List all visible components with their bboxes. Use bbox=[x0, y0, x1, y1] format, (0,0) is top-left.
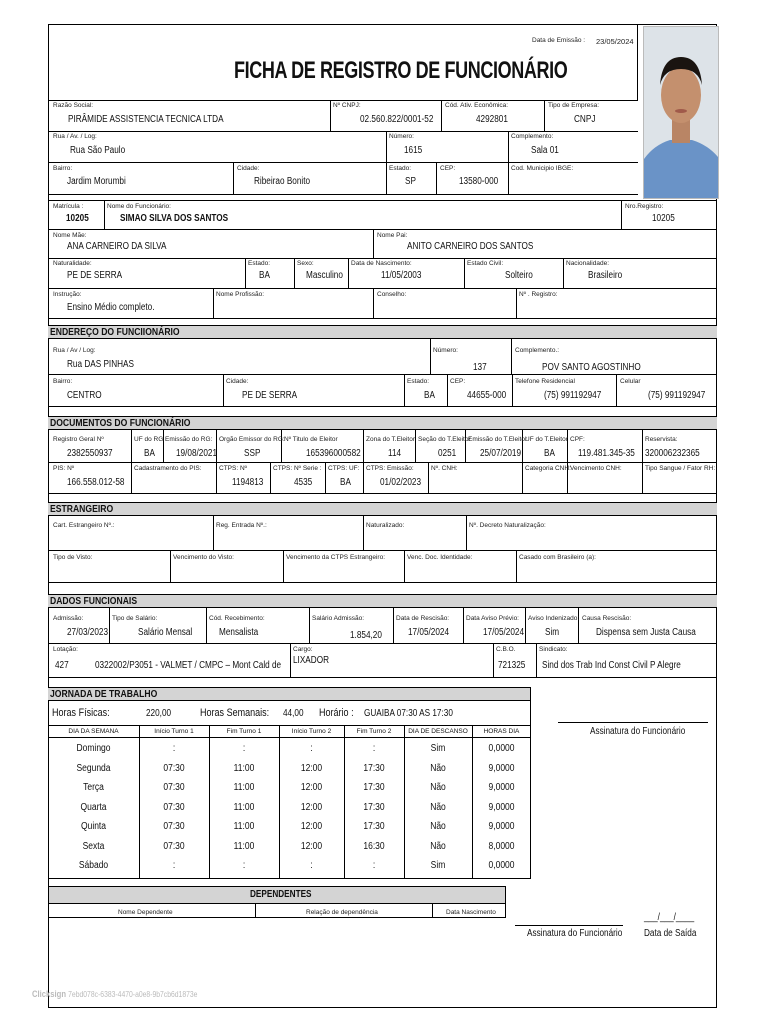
schedule-cell: Sim bbox=[430, 860, 446, 871]
addr-cidade-value: PE DE SERRA bbox=[242, 390, 298, 401]
clicksign-watermark bbox=[32, 989, 197, 999]
emp-estado-value: BA bbox=[259, 270, 270, 281]
emissao-te-label: Emissão do T.Eleitor bbox=[468, 436, 528, 443]
ctps-value: 1194813 bbox=[232, 477, 264, 488]
cad-pis-label: Cadastramento do PIS: bbox=[134, 465, 202, 472]
uf-rg-value: BA bbox=[144, 448, 155, 459]
matricula-label: Matrícula : bbox=[53, 203, 84, 210]
schedule-cell: 0,0000 bbox=[488, 860, 515, 871]
reservista-label: Reservista: bbox=[645, 436, 678, 443]
horario-value: GUAIBA 07:30 AS 17:30 bbox=[364, 708, 453, 719]
horario-label: Horário : bbox=[319, 707, 354, 719]
addr-bairro-label: Bairro: bbox=[53, 378, 73, 385]
company-estado-value: SP bbox=[405, 176, 416, 187]
company-cep-value: 13580-000 bbox=[459, 176, 499, 187]
uf-te-label: UF do T.Eleitor bbox=[525, 436, 568, 443]
company-compl-value: Sala 01 bbox=[531, 145, 559, 156]
company-rua-label: Rua / Av. / Log: bbox=[53, 133, 97, 140]
ctps-emissao-label: CTPS: Emissão: bbox=[366, 465, 414, 472]
reg-entrada-label: Reg. Entrada Nº.: bbox=[216, 522, 267, 529]
cnpj-label: Nº CNPJ: bbox=[333, 102, 361, 109]
naturalidade-value: PE DE SERRA bbox=[67, 270, 123, 281]
schedule-cell: 17:30 bbox=[363, 821, 385, 832]
company-numero-value: 1615 bbox=[404, 145, 423, 156]
dep-nome-col: Nome Dependente bbox=[118, 909, 173, 916]
admissao-value: 27/03/2023 bbox=[67, 627, 109, 638]
nascimento-label: Data de Nascimento: bbox=[351, 260, 412, 267]
secao-value: 0251 bbox=[438, 448, 457, 459]
schedule-cell: : bbox=[310, 743, 313, 754]
emissao-rg-label: Emissão do RG: bbox=[165, 436, 213, 443]
company-rua-value: Rua São Paulo bbox=[70, 145, 126, 156]
aviso-indenizado-value: Sim bbox=[545, 627, 560, 638]
causa-rescisao-value: Dispensa sem Justa Causa bbox=[596, 627, 696, 638]
cpf-label: CPF: bbox=[570, 436, 585, 443]
data-rescisao-label: Data de Rescisão: bbox=[396, 615, 450, 622]
schedule-cell: Não bbox=[430, 801, 446, 813]
addr-cep-value: 44655-000 bbox=[467, 390, 507, 401]
naturalidade-label: Naturalidade: bbox=[53, 260, 92, 267]
employee-photo bbox=[643, 26, 719, 199]
ctps-label: CTPS: Nº bbox=[219, 465, 248, 472]
schedule-col-header: Início Turno 2 bbox=[291, 728, 332, 735]
cat-cnh-label: Categoria CNH: bbox=[525, 465, 571, 472]
emissao-te-value: 25/07/2019 bbox=[480, 448, 522, 459]
razao-label: Razão Social: bbox=[53, 102, 94, 109]
schedule-cell: 11:00 bbox=[233, 801, 255, 813]
schedule-day: Quarta bbox=[80, 801, 107, 813]
schedule-cell: 11:00 bbox=[233, 821, 255, 832]
addr-tel-value: (75) 991192947 bbox=[544, 390, 602, 401]
addr-bairro-value: CENTRO bbox=[67, 390, 102, 401]
addr-cel-label: Celular bbox=[620, 378, 641, 385]
schedule-col-header: Fim Turno 2 bbox=[356, 728, 392, 735]
schedule-cell: 07:30 bbox=[163, 782, 185, 793]
schedule-cell: 9,0000 bbox=[488, 782, 515, 793]
schedule-cell: : bbox=[242, 743, 246, 754]
rg-label: Registro Geral Nº bbox=[53, 436, 104, 443]
razao-value: PIRÂMIDE ASSISTENCIA TECNICA LTDA bbox=[68, 114, 224, 125]
decreto-label: Nº. Decreto Naturalização: bbox=[469, 522, 546, 529]
rg-value: 2382550937 bbox=[67, 448, 113, 459]
sindicato-value: Sind dos Trab Ind Const Civil P Alegre bbox=[542, 660, 681, 671]
schedule-col-header: DIA DE DESCANSO bbox=[408, 728, 468, 735]
schedule-cell: 8,0000 bbox=[488, 840, 515, 852]
horas-fisicas-label: Horas Físicas: bbox=[52, 707, 110, 719]
schedule-cell: 07:30 bbox=[163, 801, 185, 813]
cnpj-value: 02.560.822/0001-52 bbox=[360, 114, 434, 125]
schedule-cell: 12:00 bbox=[300, 801, 323, 813]
schedule-cell: 9,0000 bbox=[488, 762, 515, 774]
lotacao-code: 427 bbox=[55, 660, 69, 671]
company-ibge-label: Cod. Municipio IBGE: bbox=[511, 165, 574, 172]
instrucao-label: Instrução: bbox=[53, 291, 82, 298]
venc-visto-label: Vencimento do Visto: bbox=[173, 554, 234, 561]
schedule-cell: Não bbox=[430, 782, 446, 793]
naturalizado-label: Naturalizado: bbox=[366, 522, 405, 529]
nacionalidade-label: Nacionalidade: bbox=[566, 260, 610, 267]
section-address: ENDEREÇO DO FUNCIIONÁRIO bbox=[48, 325, 717, 339]
cart-estrangeiro-label: Cart. Estrangeiro Nº.: bbox=[53, 522, 115, 529]
exit-date-label: Data de Saída bbox=[644, 928, 697, 939]
schedule-day: Sábado bbox=[78, 860, 109, 871]
schedule-cell: 9,0000 bbox=[488, 821, 515, 832]
aviso-previo-value: 17/05/2024 bbox=[483, 627, 525, 638]
venc-doc-label: Venc. Doc. Identidade: bbox=[407, 554, 473, 561]
titulo-value: 165396000582 bbox=[306, 448, 361, 459]
clicksign-brand: Clicksign bbox=[32, 989, 67, 999]
estado-civil-value: Solteiro bbox=[505, 270, 533, 281]
schedule-cell: 12:00 bbox=[300, 762, 323, 774]
schedule-day: Quinta bbox=[80, 821, 107, 832]
schedule-cell: Não bbox=[430, 821, 446, 832]
addr-tel-label: Telefone Residencial bbox=[515, 378, 575, 385]
cod-ativ-value: 4292801 bbox=[476, 114, 508, 125]
exit-date-blank: ___/___/____ bbox=[644, 912, 695, 923]
addr-numero-label: Número: bbox=[433, 347, 458, 354]
nascimento-value: 11/05/2003 bbox=[381, 270, 422, 281]
addr-cidade-label: Cidade: bbox=[226, 378, 249, 385]
tipo-empresa-value: CNPJ bbox=[574, 114, 596, 125]
schedule-cell: 16:30 bbox=[363, 840, 385, 852]
nome-mae-label: Nome Mãe: bbox=[53, 232, 87, 239]
salario-admissao-label: Salário Admissão: bbox=[312, 615, 365, 622]
secao-label: Seção do T.Eleitor bbox=[418, 436, 471, 443]
addr-numero-value: 137 bbox=[473, 362, 487, 373]
company-compl-label: Complemento: bbox=[511, 133, 554, 140]
emission-date: 23/05/2024 bbox=[596, 37, 634, 46]
schedule-cell: 12:00 bbox=[300, 840, 323, 852]
schedule-day: Terça bbox=[83, 782, 104, 793]
profissao-label: Nome Profissão: bbox=[216, 291, 265, 298]
company-estado-label: Estado: bbox=[389, 165, 412, 172]
horas-semanais-value: 44,00 bbox=[283, 708, 304, 719]
schedule-cell: 17:30 bbox=[363, 801, 385, 813]
cbo-value: 721325 bbox=[498, 660, 526, 671]
dep-nasc-col: Data Nascimento bbox=[446, 909, 496, 916]
ctps-uf-value: BA bbox=[340, 477, 351, 488]
cod-recebimento-label: Cód. Recebimento: bbox=[209, 615, 265, 622]
pis-value: 166.558.012-58 bbox=[67, 477, 125, 488]
zona-value: 114 bbox=[388, 448, 402, 459]
page-title: FICHA DE REGISTRO DE FUNCIONÁRIO bbox=[234, 57, 568, 84]
schedule-cell: Não bbox=[430, 762, 446, 774]
cbo-label: C.B.O. bbox=[496, 646, 516, 653]
schedule-cell: : bbox=[172, 743, 176, 754]
estado-civil-label: Estado Civil: bbox=[467, 260, 504, 267]
addr-rua-label: Rua / Av / Log: bbox=[53, 347, 96, 354]
schedule-cell: 0,0000 bbox=[488, 743, 515, 754]
schedule-cell: 12:00 bbox=[300, 782, 323, 793]
company-bairro-label: Bairro: bbox=[53, 165, 73, 172]
sexo-value: Masculino bbox=[306, 270, 343, 281]
addr-estado-label: Estado: bbox=[407, 378, 430, 385]
clicksign-hash: 7ebd078c-6383-4470-a0e8-9b7cb6d1873e bbox=[68, 990, 198, 999]
ctps-emissao-value: 01/02/2023 bbox=[380, 477, 422, 488]
schedule-cell: 17:30 bbox=[363, 782, 385, 793]
causa-rescisao-label: Causa Rescisão: bbox=[582, 615, 632, 622]
schedule-day: Segunda bbox=[76, 762, 111, 774]
schedule-cell: : bbox=[242, 860, 246, 871]
cod-recebimento-value: Mensalista bbox=[219, 627, 259, 638]
schedule-col-header: HORAS DIA bbox=[483, 728, 520, 735]
venc-ctps-estrangeiro-label: Vencimento da CTPS Estrangeiro: bbox=[286, 554, 385, 561]
tipo-salario-value: Salário Mensal bbox=[138, 627, 193, 638]
schedule-cell: : bbox=[172, 860, 176, 871]
venc-cnh-label: Vencimento CNH: bbox=[570, 465, 622, 472]
ctps-serie-value: 4535 bbox=[294, 477, 313, 488]
horas-semanais-label: Horas Semanais: bbox=[200, 707, 270, 719]
tipo-empresa-label: Tipo de Empresa: bbox=[548, 102, 600, 109]
nome-pai-value: ANITO CARNEIRO DOS SANTOS bbox=[407, 241, 534, 252]
schedule-day: Sexta bbox=[82, 840, 105, 852]
schedule-cell: 12:00 bbox=[300, 821, 323, 832]
sexo-label: Sexo: bbox=[297, 260, 314, 267]
addr-compl-label: Complemento.: bbox=[515, 347, 560, 354]
schedule-day: Domingo bbox=[76, 743, 111, 754]
section-schedule: JORNADA DE TRABALHO bbox=[48, 687, 531, 701]
reservista-value: 320006232365 bbox=[645, 448, 700, 459]
schedule-cell: Não bbox=[430, 840, 446, 852]
casado-label: Casado com Brasileiro (a): bbox=[519, 554, 596, 561]
matricula-value: 10205 bbox=[66, 213, 89, 224]
lotacao-label: Lotação: bbox=[53, 646, 78, 653]
schedule-cell: 17:30 bbox=[363, 762, 385, 774]
schedule-cell: : bbox=[310, 860, 313, 871]
tipo-salario-label: Tipo de Salário: bbox=[112, 615, 158, 622]
section-job: DADOS FUNCIONAIS bbox=[48, 594, 717, 608]
signature-label-right: Assinatura do Funcionário bbox=[590, 726, 686, 737]
cargo-label: Cargo: bbox=[293, 646, 313, 653]
uf-te-value: BA bbox=[544, 448, 555, 459]
horas-fisicas-value: 220,00 bbox=[146, 708, 172, 719]
dependents-title: DEPENDENTES bbox=[250, 889, 312, 900]
schedule-cell: 11:00 bbox=[233, 762, 255, 774]
aviso-previo-label: Data Aviso Prévio: bbox=[466, 615, 519, 622]
section-foreign: ESTRANGEIRO bbox=[48, 502, 717, 516]
nome-funcionario-value: SIMAO SILVA DOS SANTOS bbox=[120, 213, 229, 224]
data-rescisao-value: 17/05/2024 bbox=[408, 627, 450, 638]
lotacao-value: 0322002/P3051 - VALMET / CMPC – Mont Cald de bbox=[95, 660, 282, 671]
tipo-sangue-label: Tipo Sangue / Fator RH: bbox=[645, 465, 716, 472]
ctps-serie-label: CTPS: Nº Serie : bbox=[273, 465, 322, 472]
emp-estado-label: Estado: bbox=[248, 260, 271, 267]
schedule-cell: 11:00 bbox=[233, 782, 255, 793]
instrucao-value: Ensino Médio completo. bbox=[67, 302, 155, 313]
admissao-label: Admissão: bbox=[53, 615, 84, 622]
addr-cel-value: (75) 991192947 bbox=[648, 390, 706, 401]
ctps-uf-label: CTPS: UF: bbox=[328, 465, 360, 472]
cod-ativ-label: Cód. Ativ. Econômica: bbox=[445, 102, 509, 109]
schedule-col-header: Início Turno 1 bbox=[154, 728, 194, 735]
schedule-col-header: DIA DA SEMANA bbox=[68, 728, 119, 735]
company-cidade-label: Cidade: bbox=[237, 165, 260, 172]
dependents-cols bbox=[48, 904, 506, 918]
addr-rua-value: Rua DAS PINHAS bbox=[67, 359, 134, 370]
schedule-cell: 07:30 bbox=[163, 821, 185, 832]
nro-registro-value: 10205 bbox=[652, 213, 675, 224]
aviso-indenizado-label: Aviso Indenizado: bbox=[528, 615, 580, 622]
tipo-visto-label: Tipo de Visto: bbox=[53, 554, 93, 561]
company-cep-label: CEP: bbox=[440, 165, 456, 172]
uf-rg-label: UF do RG bbox=[134, 436, 164, 443]
nacionalidade-value: Brasileiro bbox=[588, 270, 623, 281]
zona-label: Zona do T.Eleitor bbox=[366, 436, 416, 443]
schedule-cell: Sim bbox=[430, 743, 446, 754]
schedule-cell: 11:00 bbox=[233, 840, 255, 852]
schedule-cell: 9,0000 bbox=[488, 801, 515, 813]
nro-registro-label: Nro.Registro: bbox=[625, 203, 664, 210]
addr-cep-label: CEP: bbox=[450, 378, 466, 385]
nome-mae-value: ANA CARNEIRO DA SILVA bbox=[67, 241, 167, 252]
sindicato-label: Sindicato: bbox=[539, 646, 568, 653]
nome-pai-label: Nome Pai: bbox=[377, 232, 408, 239]
company-cidade-value: Ribeirao Bonito bbox=[254, 176, 311, 187]
orgao-value: SSP bbox=[244, 448, 261, 459]
pis-label: PIS: Nº bbox=[53, 465, 75, 472]
cnh-label: Nº. CNH: bbox=[431, 465, 458, 472]
nome-funcionario-label: Nome do Funcionário: bbox=[107, 203, 171, 210]
company-numero-label: Número: bbox=[389, 133, 414, 140]
emission-date-label: Data de Emissão : bbox=[532, 37, 586, 44]
addr-compl-value: POV SANTO AGOSTINHO bbox=[542, 362, 641, 373]
emissao-rg-value: 19/08/2021 bbox=[176, 448, 218, 459]
company-bairro-value: Jardim Morumbi bbox=[67, 176, 126, 187]
schedule-cell: : bbox=[372, 743, 376, 754]
orgao-label: Orgão Emissor do RG: bbox=[219, 436, 285, 443]
titulo-label: Nº Titulo de Eleitor bbox=[284, 436, 338, 443]
section-documents: DOCUMENTOS DO FUNCIONÁRIO bbox=[48, 416, 717, 430]
registro-conselho-label: Nº . Registro: bbox=[519, 291, 558, 298]
cpf-value: 119.481.345-35 bbox=[578, 448, 635, 459]
schedule-cell: 07:30 bbox=[163, 840, 185, 852]
signature-label-bottom: Assinatura do Funcionário bbox=[527, 928, 623, 939]
conselho-label: Conselho: bbox=[377, 291, 407, 298]
cargo-value: LIXADOR bbox=[293, 655, 330, 666]
schedule-col-header: Fim Turno 1 bbox=[226, 728, 262, 735]
salario-admissao-value: 1.854,20 bbox=[350, 630, 382, 641]
dep-relacao-col: Relação de dependência bbox=[306, 909, 378, 916]
addr-estado-value: BA bbox=[424, 390, 435, 401]
schedule-cell: 07:30 bbox=[163, 762, 185, 774]
schedule-cell: : bbox=[372, 860, 376, 871]
